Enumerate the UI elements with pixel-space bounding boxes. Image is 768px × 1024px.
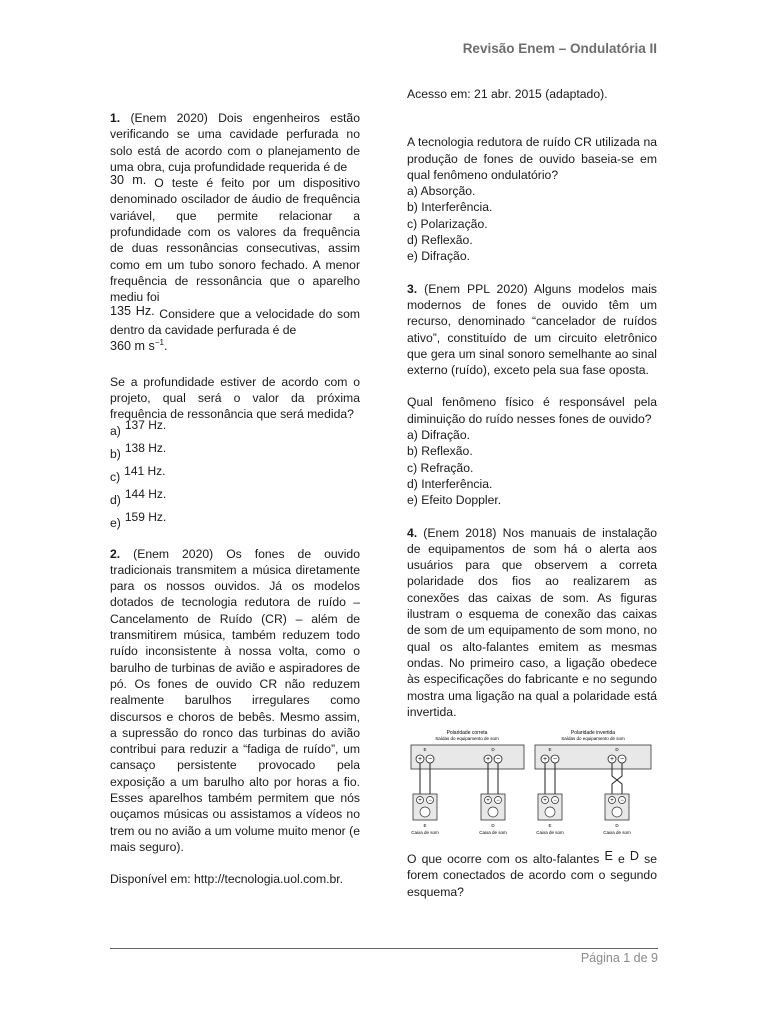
page-header-title: Revisão Enem – Ondulatória II	[462, 41, 657, 56]
question-3	[407, 281, 657, 379]
option-b[interactable]: b) 138 Hz.	[110, 440, 167, 461]
svg-text:−: −	[496, 798, 500, 805]
minus-terminal: −	[495, 756, 501, 764]
option-b[interactable]: b) Reflexão.	[407, 444, 473, 459]
svg-text:+: +	[543, 798, 547, 805]
question-4-text: Nos manuais de instalação de equipamentos de som há o alerta aos usuários para que observem a correta polaridade dos fios ao realizarem as conexões das caixas de som. As figuras ilustram o esquema de conexão das caixas de som de um equipamento de som mono, no qual os alto-falantes emitem as mesmas ondas. No primeiro caso, a ligação obedece às especificações do fabricante e no segundo mostra uma ligação na qual a polaridade está invertida.	[407, 525, 658, 719]
inverted-polarity-subtitle: Saídas do equipamento de som	[561, 736, 625, 742]
question-3-options	[407, 427, 657, 508]
left-column	[110, 86, 360, 887]
svg-text:−: −	[552, 756, 558, 764]
question-1-text-a: Dois engenheiros estão verificando se uma cavidade perfurada no solo está de acordo com o planejamento de uma obra, cuja profundidade requerida é de	[110, 111, 360, 174]
option-e[interactable]: e) Efeito Doppler.	[407, 493, 502, 508]
option-b[interactable]: b) Interferência.	[407, 200, 493, 215]
svg-text:D: D	[615, 823, 619, 829]
option-c[interactable]: c) Polarização.	[407, 216, 488, 231]
svg-text:D: D	[491, 823, 495, 829]
question-1-text-c: Considere que a velocidade do som dentro da cavidade perfurada é de	[110, 306, 360, 337]
output-label-e: E	[423, 747, 427, 753]
inverted-polarity-title: Polaridade invertida	[570, 730, 616, 737]
svg-text:D: D	[615, 747, 619, 753]
speaker-wiring-diagram	[407, 728, 659, 843]
svg-text:+: +	[418, 798, 422, 805]
question-3-source: (Enem PPL 2020)	[424, 281, 528, 296]
right-column	[407, 86, 657, 900]
question-4	[407, 525, 657, 721]
option-c[interactable]: c) Refração.	[407, 460, 474, 475]
question-2-options	[407, 183, 657, 264]
correct-polarity-subtitle: Saídas do equipamento de som	[435, 736, 499, 742]
inverted-polarity-scheme	[535, 730, 651, 835]
footer-divider	[110, 948, 658, 949]
question-1-min-freq: 135 Hz.	[110, 303, 155, 318]
question-1-source: (Enem 2020)	[130, 111, 208, 125]
option-a[interactable]: a) Absorção.	[407, 184, 476, 199]
question-2-text: Os fones de ouvido tradicionais transmitem a música diretamente para os nossos ouvidos. Já os modelos dotados de tecnologia redutora de ruído – Cancelamento de Ruído (CR) – além de transmitirem música, também reduzem todo ruído inconsistente à nossa volta, como o barulho de turbinas de avião e aspiradores de pó. Os fones de ouvido CR não reduzem realmente barulhos irregulares como discursos e choros de bebês. Mesmo assim, a supressão do ronco das turbinas do avião contribui para reduzir a “fadiga de ruído”, um cansaço persistente provocado pela exposição a um barulho alto por horas a fio. Esses aparelhos também permitem que nós ouçamos músicas ou assistamos a vídeos no trem ou no avião a um volume muito menor (e mais seguro).	[110, 546, 360, 854]
option-e[interactable]: e) Difração.	[407, 249, 470, 264]
option-a[interactable]: a) Difração.	[407, 428, 470, 443]
option-c[interactable]: c) 141 Hz.	[110, 463, 166, 484]
option-d[interactable]: d) Interferência.	[407, 476, 493, 491]
question-2-source-ref: Disponível em: http://tecnologia.uol.com.br.	[110, 872, 344, 887]
question-3-text: Alguns modelos mais modernos de fones de ouvido têm um recurso, denominado “cancelador de ruídos ativo”, constituído de um circuito eletrônico que gera um sinal sonoro semelhante ao sinal externo (ruído), exceto pela sua fase oposta.	[407, 281, 657, 378]
svg-text:+: +	[609, 756, 615, 764]
svg-text:E: E	[548, 747, 552, 753]
question-3-prompt: Qual fenômeno físico é responsável pela diminuição do ruído nesses fones de ouvido?	[407, 395, 657, 426]
plus-terminal: +	[485, 756, 491, 764]
question-1	[110, 110, 360, 358]
minus-terminal: −	[427, 756, 433, 764]
page-number: Página 1 de 9	[580, 951, 658, 965]
question-3-number: 3.	[407, 281, 418, 296]
svg-text:−: −	[619, 756, 625, 764]
question-2-prompt: A tecnologia redutora de ruído CR utilizada na produção de fones de ouvido baseia-se em qual fenômeno ondulatório?	[407, 135, 657, 182]
question-2	[110, 546, 360, 856]
svg-text:−: −	[620, 798, 624, 805]
svg-text:Caixa de som: Caixa de som	[479, 830, 507, 836]
question-1-speed: 360 m $s^{-1}$.	[110, 338, 168, 354]
question-4-prompt: O que ocorre com os alto-falantes E e D se forem conectados de acordo com o segundo esquema?	[407, 849, 658, 899]
option-a[interactable]: a) 137 Hz.	[110, 417, 167, 438]
question-1-text-b: O teste é feito por um dispositivo denominado oscilador de áudio de frequência variável, que permite relacionar a profundidade com os valores da frequência de duas ressonâncias consecutivas, assim como em um tubo sonoro fechado. A menor frequência de ressonância que o aparelho mediu foi	[110, 176, 360, 305]
svg-text:E: E	[548, 823, 552, 829]
svg-text:Caixa de som: Caixa de som	[603, 830, 631, 836]
option-d[interactable]: d) Reflexão.	[407, 233, 473, 248]
question-2-access: Acesso em: 21 abr. 2015 (adaptado).	[407, 87, 608, 101]
question-4-source: (Enem 2018)	[423, 525, 497, 540]
question-2-source: (Enem 2020)	[133, 546, 214, 561]
svg-text:−: −	[428, 798, 432, 805]
question-1-options	[110, 417, 360, 538]
question-1-depth: 30 m.	[110, 173, 147, 188]
svg-text:+: +	[542, 756, 548, 764]
output-label-d: D	[491, 747, 495, 753]
speaker-d-label: D	[629, 849, 640, 864]
question-1-number: 1.	[110, 111, 121, 125]
svg-text:+: +	[486, 798, 490, 805]
svg-text:Caixa de som: Caixa de som	[411, 830, 439, 836]
question-4-number: 4.	[407, 525, 418, 540]
svg-text:+: +	[610, 798, 614, 805]
plus-terminal: +	[417, 756, 423, 764]
question-2-number: 2.	[110, 546, 121, 561]
svg-text:−: −	[553, 798, 557, 805]
speaker-e-label: E	[604, 849, 613, 864]
correct-polarity-scheme	[411, 730, 524, 835]
option-d[interactable]: d) 144 Hz.	[110, 486, 167, 507]
question-1-prompt: Se a profundidade estiver de acordo com o projeto, qual será o valor da próxima frequência de ressonância que será medida?	[110, 374, 360, 422]
svg-text:E: E	[423, 823, 427, 829]
option-e[interactable]: e) 159 Hz.	[110, 509, 167, 530]
correct-polarity-title: Polaridade correta	[446, 730, 488, 737]
svg-text:Caixa de som: Caixa de som	[536, 830, 564, 836]
